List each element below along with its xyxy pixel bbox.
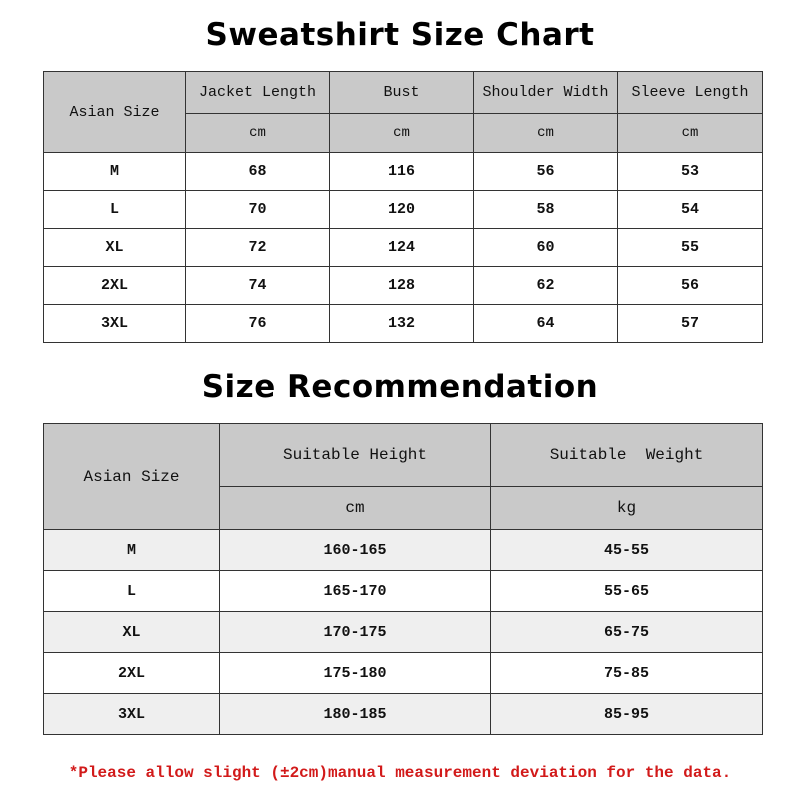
size-cell: L	[44, 191, 186, 229]
value-cell: 56	[618, 267, 763, 305]
value-cell: 128	[330, 267, 474, 305]
size-chart-header-row	[44, 72, 763, 114]
value-cell: 58	[474, 191, 618, 229]
value-cell: 180-185	[220, 694, 491, 735]
table-row	[44, 612, 763, 653]
value-cell: 132	[330, 305, 474, 343]
value-cell: 45-55	[491, 530, 763, 571]
measurement-note: *Please allow slight (±2cm)manual measurement deviation for the data.	[68, 764, 732, 782]
unit-cell: cm	[220, 487, 491, 530]
size-cell: 3XL	[44, 305, 186, 343]
table-row	[44, 153, 763, 191]
unit-cell: kg	[491, 487, 763, 530]
size-cell: 2XL	[44, 653, 220, 694]
size-cell: M	[44, 530, 220, 571]
value-cell: 70	[186, 191, 330, 229]
size-chart-title: Sweatshirt Size Chart	[205, 17, 595, 53]
header-asian-size: Asian Size	[44, 72, 186, 153]
value-cell: 55	[618, 229, 763, 267]
table-row	[44, 229, 763, 267]
value-cell: 72	[186, 229, 330, 267]
table-row	[44, 694, 763, 735]
value-cell: 120	[330, 191, 474, 229]
value-cell: 57	[618, 305, 763, 343]
table-row	[44, 530, 763, 571]
table-row	[44, 571, 763, 612]
size-recommendation-title: Size Recommendation	[201, 369, 599, 405]
size-chart-table	[43, 71, 763, 343]
value-cell: 75-85	[491, 653, 763, 694]
value-cell: 165-170	[220, 571, 491, 612]
unit-cell: cm	[186, 114, 330, 153]
unit-cell: cm	[330, 114, 474, 153]
header-shoulder-width: Shoulder Width	[474, 72, 618, 114]
value-cell: 68	[186, 153, 330, 191]
value-cell: 124	[330, 229, 474, 267]
value-cell: 76	[186, 305, 330, 343]
size-cell: M	[44, 153, 186, 191]
unit-cell: cm	[474, 114, 618, 153]
header-jacket-length: Jacket Length	[186, 72, 330, 114]
value-cell: 170-175	[220, 612, 491, 653]
value-cell: 54	[618, 191, 763, 229]
value-cell: 60	[474, 229, 618, 267]
recommendation-header-row	[44, 424, 763, 487]
value-cell: 62	[474, 267, 618, 305]
value-cell: 175-180	[220, 653, 491, 694]
size-recommendation-table	[43, 423, 763, 735]
table-row	[44, 653, 763, 694]
header-bust: Bust	[330, 72, 474, 114]
value-cell: 55-65	[491, 571, 763, 612]
table-row	[44, 191, 763, 229]
value-cell: 64	[474, 305, 618, 343]
unit-cell: cm	[618, 114, 763, 153]
table-row	[44, 267, 763, 305]
size-cell: 3XL	[44, 694, 220, 735]
value-cell: 160-165	[220, 530, 491, 571]
value-cell: 53	[618, 153, 763, 191]
size-cell: 2XL	[44, 267, 186, 305]
value-cell: 116	[330, 153, 474, 191]
value-cell: 74	[186, 267, 330, 305]
value-cell: 56	[474, 153, 618, 191]
table-row	[44, 305, 763, 343]
value-cell: 85-95	[491, 694, 763, 735]
size-cell: XL	[44, 612, 220, 653]
header-sleeve-length: Sleeve Length	[618, 72, 763, 114]
size-cell: L	[44, 571, 220, 612]
header-suitable-height: Suitable Height	[220, 424, 491, 487]
header-suitable-weight: Suitable Weight	[491, 424, 763, 487]
value-cell: 65-75	[491, 612, 763, 653]
size-cell: XL	[44, 229, 186, 267]
header-asian-size: Asian Size	[44, 424, 220, 530]
